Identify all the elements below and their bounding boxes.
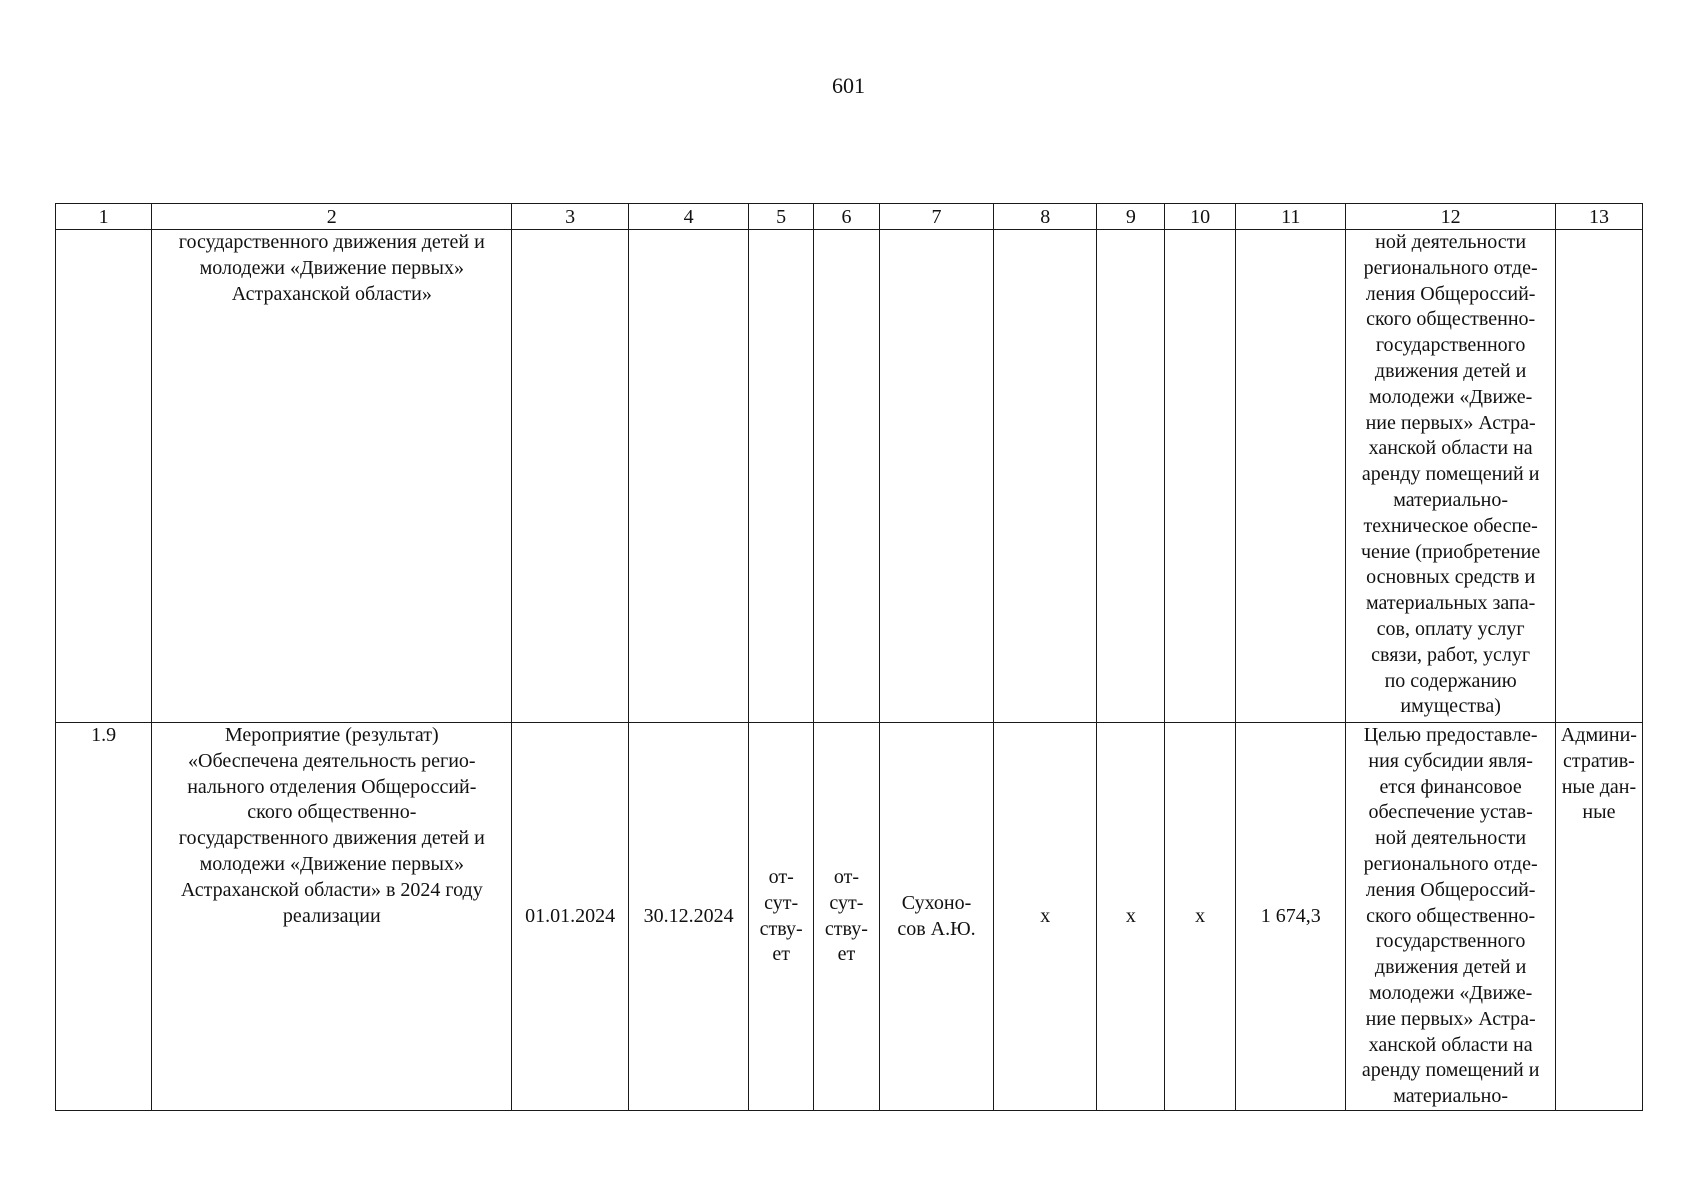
cell-col5: [749, 230, 814, 723]
column-number-11: 11: [1236, 204, 1346, 230]
cell-col10: [1165, 230, 1236, 723]
cell-col9: х: [1097, 723, 1165, 1111]
cell-col5: от- сут- ству- ет: [749, 723, 814, 1111]
data-table: [55, 203, 1643, 1111]
cell-col8: х: [994, 723, 1097, 1111]
column-number-4: 4: [628, 204, 748, 230]
column-number-3: 3: [512, 204, 628, 230]
column-number-1: 1: [56, 204, 152, 230]
cell-name: государственного движения детей и молодежи «Движение первых» Астраханской области»: [152, 230, 512, 723]
cell-purpose: ной деятельности регионального отде- ления Общероссий- ского общественно- государственного движения детей и молодежи «Движе- ние первых» Астра- ханской области на аренду помещений и материально- техническое обеспе- чение (приобретение основных средств и материальных запа- сов, оплату услуг связи, работ, услуг по содержанию имущества): [1346, 230, 1556, 723]
column-number-8: 8: [994, 204, 1097, 230]
cell-end-date: 30.12.2024: [628, 723, 748, 1111]
cell-name: Мероприятие (результат) «Обеспечена деятельность регио- нального отделения Общероссий- ского общественно- государственного движения детей и молодежи «Движение первых» Астраханской области» в 2024 году реализации: [152, 723, 512, 1111]
page-number: 601: [832, 73, 865, 98]
cell-amount: [1236, 230, 1346, 723]
column-number-2: 2: [152, 204, 512, 230]
cell-col6: от- сут- ству- ет: [814, 723, 880, 1111]
column-number-10: 10: [1165, 204, 1236, 230]
column-number-12: 12: [1346, 204, 1556, 230]
cell-source: [1555, 230, 1642, 723]
column-number-6: 6: [814, 204, 880, 230]
cell-number: 1.9: [56, 723, 152, 1111]
cell-number: [56, 230, 152, 723]
cell-end-date: [628, 230, 748, 723]
column-number-9: 9: [1097, 204, 1165, 230]
cell-col6: [814, 230, 880, 723]
cell-responsible: Сухоно- сов А.Ю.: [879, 723, 993, 1111]
cell-col8: [994, 230, 1097, 723]
cell-col10: х: [1165, 723, 1236, 1111]
column-number-5: 5: [749, 204, 814, 230]
column-number-7: 7: [879, 204, 993, 230]
table-row-1-9: [56, 723, 1643, 1111]
table-row-continuation: [56, 230, 1643, 723]
cell-start-date: 01.01.2024: [512, 723, 628, 1111]
cell-col9: [1097, 230, 1165, 723]
cell-purpose: Целью предоставле- ния субсидии явля- ется финансовое обеспечение устав- ной деятельности регионального отде- ления Общероссий- ского общественно- государственного движения детей и молодежи «Движе- ние первых» Астра- ханской области на аренду помещений и материально-: [1346, 723, 1556, 1111]
cell-responsible: [879, 230, 993, 723]
cell-source: Админи- стратив- ные дан- ные: [1555, 723, 1642, 1111]
cell-start-date: [512, 230, 628, 723]
column-number-13: 13: [1555, 204, 1642, 230]
cell-amount: 1 674,3: [1236, 723, 1346, 1111]
column-number-row: [56, 204, 1643, 230]
